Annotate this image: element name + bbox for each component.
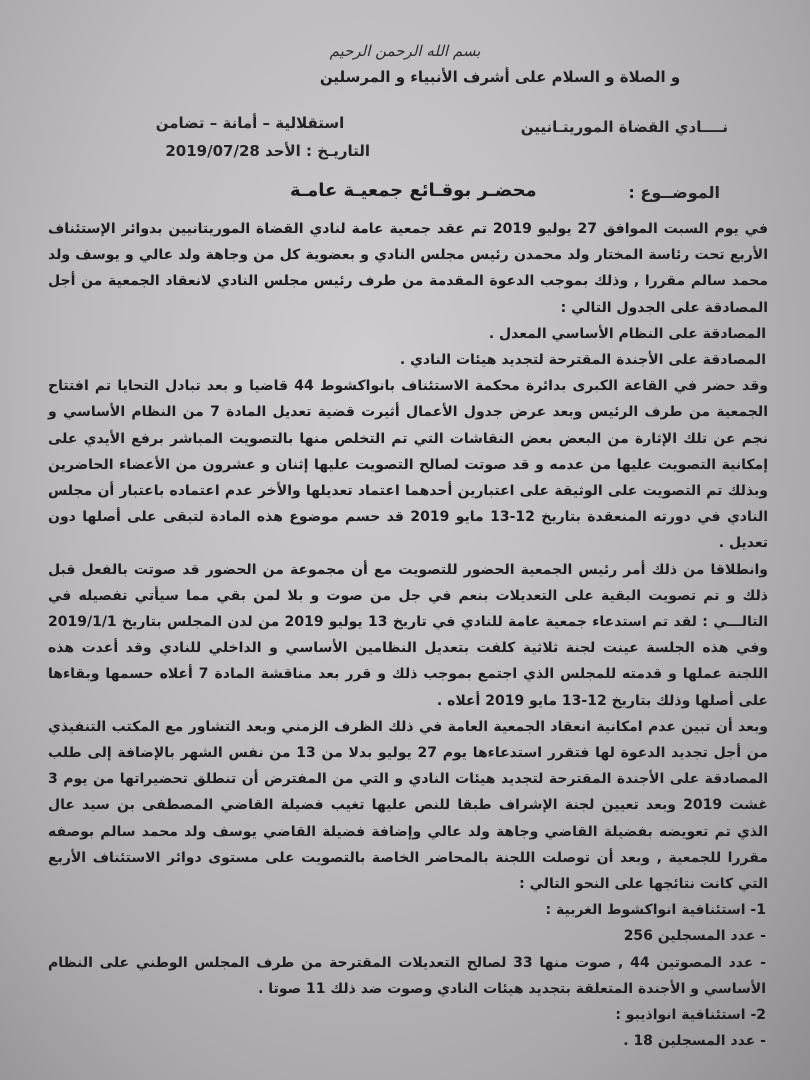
subject-title: محضـر بوقـائع جمعيـة عامـة [290, 180, 537, 201]
paragraph-intro: في يوم السبت الموافق 27 يوليو 2019 تم عقد جمعية عامة لنادي القضاة الموريتانيين بدوائر الإستئناف الأربع تحت رئاسة المختار ولد محمدن رئيس مجلس النادي و بعضوية كل من وجاهة ولد عالي و يوسف ولد محمد سالم مقررا , وذلك بموجب الدعوة المقدمة من طرف رئيس مجلس النادي لانعقاد الجمعية من أجل المصادقة على الجدول التالي : [48, 221, 769, 316]
agenda-item: المصادقة على الأجندة المقترحة لتجديد هيئات النادي . [399, 352, 766, 369]
result-line: - عدد المسجلين 18 . [623, 1033, 766, 1050]
club-name: نــــادي القضاة الموريتـانيين [520, 118, 728, 136]
result-line: - عدد المسجلين 256 [623, 928, 766, 945]
club-motto: استقلالية – أمانة – تضامن [155, 114, 345, 132]
result-heading: 1- استئنافية انواكشوط الغربية : [545, 902, 766, 919]
result-line: - عدد المصوتين 44 , صوت منها 33 لصالح التعديلات المقترحة من طرف المجلس الوطني على النظام الأساسي و الأجندة المتعلقة بتجديد هيئات النادي وصوت ضد ذلك 11 صوتا . [48, 954, 766, 997]
document-date: التاريـخ : الأحد 2019/07/28 [165, 142, 370, 160]
subject-label: الموضــوع : [628, 183, 720, 202]
paragraph-voting: وانطلاقا من ذلك أمر رئيس الجمعية الحضور للتصويت مع أن مجموعة من الحضور قد صوتت بالفعل قبل ذلك و تم تصويت البقية على التعديلات بنعم في جل من صوت و بلا لمن بقي مما سيأتي تفصيله في التالـــي : لقد تم استدعاء جمعية عامة للنادي في تاريخ 13 يوليو 2019 من لدن المجلس بتاريخ 2019/1/1 وفي هذه الجلسة عينت لجنة ثلاثية كلفت بتعديل النظامين الأساسي و الداخلي للنادي وقد أعدت هذه اللجنة عملها و قدمته للمجلس الذي اجتمع بموجب ذلك و قرر بعد مناقشة المادة 7 أعلاه حسمها وبقاءها على أصلها وذلك بتاريخ 12-13 مايو 2019 أعلاه . [48, 561, 769, 709]
paragraph-rescheduling: وبعد أن تبين عدم امكانية انعقاد الجمعية العامة في ذلك الظرف الزمني وبعد التشاور مع المكتب التنفيذي من أجل تجديد الدعوة لها فتقرر استدعاءها يوم 27 يوليو بدلا من 13 من نفس الشهر بالإضافة إلى طلب المصادقة على الأجندة المقترحة لتجديد هيئات النادي و التي من المفترض أن تنطلق تحضيراتها من يوم 3 غشت 2019 وبعد تعيين لجنة الإشراف طبقا للنص عليها تغيب فضيلة القاضي المصطفى بن سيد عال الذي تم تعويضه بفضيلة القاضي وجاهة ولد عالي وإضافة فضيلة القاضي يوسف ولد محمد سالم بوصفه مقررا للجمعية , وبعد أن توصلت اللجنة بالمحاضر الخاصة بالتصويت على مستوى دوائر الاستئناف الأربع التي كانت نتائجها على النحو التالي : [48, 718, 768, 893]
salat-line: و الصلاة و السلام على أشرف الأنبياء و المرسلين [319, 68, 681, 86]
minutes-body [48, 216, 768, 1055]
result-heading: 2- استئنافية انواذيبو : [615, 1007, 766, 1024]
agenda-item: المصادقة على النظام الأساسي المعدل . [488, 325, 766, 342]
basmala: بسم الله الرحمن الرحيم [329, 42, 481, 60]
paragraph-attendance: وقد حضر في القاعة الكبرى بدائرة محكمة الاستئناف بانواكشوط 44 قاضيا و بعد تبادل التحايا تم افتتاح الجمعية من طرف الرئيس وبعد عرض جدول الأعمال أثيرت قضية تعديل المادة 7 من النظام الأساسي و نجم عن تلك الإثارة من البعض بعض النقاشات التي تم التخلص منها بالتصويت المباشر برفع الأيدي على إمكانية التصويت عليها من عدمه و قد صوتت لصالح التصويت عليها إثنان و عشرون من الأعضاء الحاضرين وبذلك تم التصويت على الوثيقة على اعتبارين أحدهما اعتماد تعديلها والأخر عدم اعتماده باعتبار أن مجلس النادي في دورته المنعقدة بتاريخ 12-13 مايو 2019 قد حسم موضوع هذه المادة لتبقى على أصلها دون تعديل . [48, 378, 769, 552]
